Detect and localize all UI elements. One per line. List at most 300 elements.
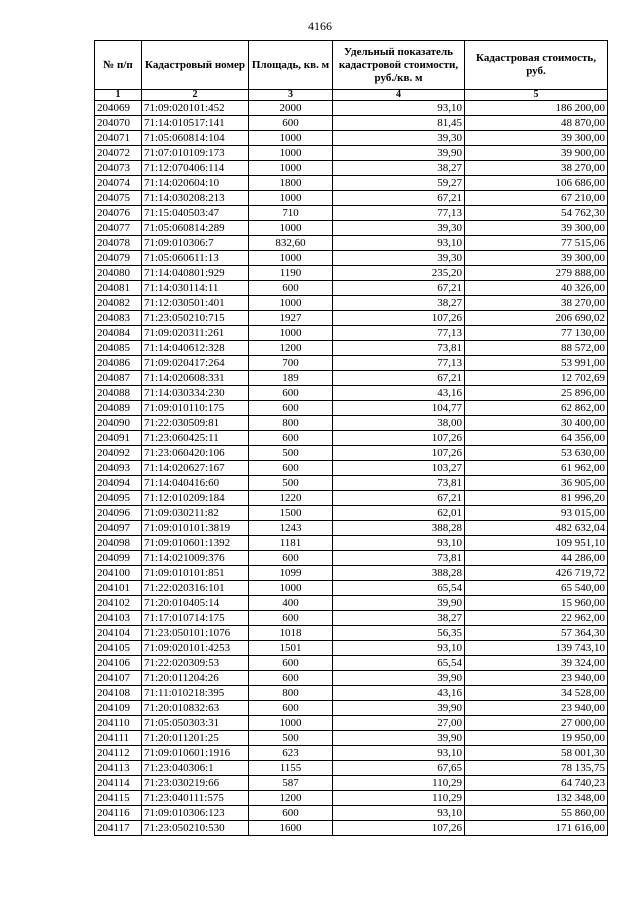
unit-rate-value: 62,01 (333, 506, 465, 521)
row-index: 204105 (95, 641, 142, 656)
unit-rate-value: 39,90 (333, 596, 465, 611)
cadastral-number: 71:23:060420:106 (142, 446, 249, 461)
table-row (95, 101, 608, 116)
unit-rate-value: 67,21 (333, 371, 465, 386)
row-index: 204079 (95, 251, 142, 266)
cadastral-cost-value: 30 400,00 (465, 416, 608, 431)
header-index: № п/п (95, 41, 142, 90)
table-row (95, 521, 608, 536)
unit-rate-value: 38,00 (333, 416, 465, 431)
table-row (95, 251, 608, 266)
table-row (95, 281, 608, 296)
unit-rate-value: 39,90 (333, 671, 465, 686)
area-value: 1500 (249, 506, 333, 521)
table-row (95, 761, 608, 776)
cadastral-cost-value: 64 356,00 (465, 431, 608, 446)
area-value: 1800 (249, 176, 333, 191)
cadastral-cost-value: 39 324,00 (465, 656, 608, 671)
table-row (95, 686, 608, 701)
row-index: 204088 (95, 386, 142, 401)
table-row (95, 806, 608, 821)
row-index: 204095 (95, 491, 142, 506)
cadastral-cost-value: 61 962,00 (465, 461, 608, 476)
table-row (95, 341, 608, 356)
cadastral-number: 71:23:050210:715 (142, 311, 249, 326)
cadastral-cost-value: 44 286,00 (465, 551, 608, 566)
row-index: 204081 (95, 281, 142, 296)
cadastral-cost-value: 279 888,00 (465, 266, 608, 281)
table-row (95, 221, 608, 236)
area-value: 1220 (249, 491, 333, 506)
table-row (95, 371, 608, 386)
cadastral-number: 71:09:010110:175 (142, 401, 249, 416)
header-cadastral-number: Кадастровый номер (142, 41, 249, 90)
table-row (95, 416, 608, 431)
area-value: 587 (249, 776, 333, 791)
cadastral-cost-value: 38 270,00 (465, 161, 608, 176)
cadastral-number: 71:07:010109:173 (142, 146, 249, 161)
cadastral-number: 71:05:060814:289 (142, 221, 249, 236)
unit-rate-value: 93,10 (333, 806, 465, 821)
area-value: 1000 (249, 131, 333, 146)
cadastral-number: 71:20:010832:63 (142, 701, 249, 716)
cadastral-number: 71:23:040306:1 (142, 761, 249, 776)
area-value: 500 (249, 476, 333, 491)
row-index: 204117 (95, 821, 142, 836)
row-index: 204100 (95, 566, 142, 581)
area-value: 1501 (249, 641, 333, 656)
cadastral-cost-value: 40 326,00 (465, 281, 608, 296)
area-value: 1155 (249, 761, 333, 776)
unit-rate-value: 110,29 (333, 791, 465, 806)
table-row (95, 446, 608, 461)
cadastral-cost-value: 109 951,10 (465, 536, 608, 551)
unit-rate-value: 93,10 (333, 101, 465, 116)
table-row (95, 641, 608, 656)
unit-rate-value: 59,27 (333, 176, 465, 191)
area-value: 1000 (249, 326, 333, 341)
table-row (95, 236, 608, 251)
row-index: 204094 (95, 476, 142, 491)
row-index: 204084 (95, 326, 142, 341)
cadastral-cost-value: 64 740,23 (465, 776, 608, 791)
row-index: 204097 (95, 521, 142, 536)
row-index: 204070 (95, 116, 142, 131)
row-index: 204107 (95, 671, 142, 686)
table-row (95, 206, 608, 221)
area-value: 600 (249, 656, 333, 671)
unit-rate-value: 107,26 (333, 431, 465, 446)
cadastral-cost-value: 77 515,06 (465, 236, 608, 251)
cadastral-cost-value: 12 702,69 (465, 371, 608, 386)
cadastral-cost-value: 106 686,00 (465, 176, 608, 191)
area-value: 500 (249, 731, 333, 746)
cadastral-cost-value: 65 540,00 (465, 581, 608, 596)
area-value: 1000 (249, 296, 333, 311)
cadastral-number: 71:23:050101:1076 (142, 626, 249, 641)
row-index: 204072 (95, 146, 142, 161)
cadastral-number: 71:09:010101:851 (142, 566, 249, 581)
area-value: 600 (249, 461, 333, 476)
cadastral-cost-value: 48 870,00 (465, 116, 608, 131)
row-index: 204098 (95, 536, 142, 551)
cadastral-cost-value: 62 862,00 (465, 401, 608, 416)
cadastral-number: 71:14:040416:60 (142, 476, 249, 491)
table-row (95, 791, 608, 806)
area-value: 600 (249, 551, 333, 566)
table-row (95, 746, 608, 761)
table-row (95, 296, 608, 311)
table-row (95, 716, 608, 731)
cadastral-number: 71:12:010209:184 (142, 491, 249, 506)
unit-rate-value: 73,81 (333, 551, 465, 566)
table-row (95, 191, 608, 206)
cadastral-cost-value: 186 200,00 (465, 101, 608, 116)
cadastral-cost-value: 132 348,00 (465, 791, 608, 806)
table-row (95, 161, 608, 176)
cadastral-number: 71:14:020604:10 (142, 176, 249, 191)
area-value: 600 (249, 401, 333, 416)
area-value: 1018 (249, 626, 333, 641)
unit-rate-value: 388,28 (333, 566, 465, 581)
table-row (95, 776, 608, 791)
row-index: 204091 (95, 431, 142, 446)
area-value: 800 (249, 686, 333, 701)
cadastral-cost-value: 206 690,02 (465, 311, 608, 326)
unit-rate-value: 235,20 (333, 266, 465, 281)
page-number: 4166 (308, 19, 332, 33)
row-index: 204077 (95, 221, 142, 236)
cadastral-number: 71:09:020311:261 (142, 326, 249, 341)
row-index: 204089 (95, 401, 142, 416)
unit-rate-value: 107,26 (333, 311, 465, 326)
area-value: 500 (249, 446, 333, 461)
area-value: 600 (249, 806, 333, 821)
table-row (95, 821, 608, 836)
area-value: 600 (249, 281, 333, 296)
table-row (95, 476, 608, 491)
row-index: 204101 (95, 581, 142, 596)
row-index: 204108 (95, 686, 142, 701)
row-index: 204115 (95, 791, 142, 806)
area-value: 1000 (249, 581, 333, 596)
area-value: 2000 (249, 101, 333, 116)
cadastral-number: 71:12:030501:401 (142, 296, 249, 311)
cadastral-cost-value: 39 300,00 (465, 131, 608, 146)
cadastral-number: 71:14:021009:376 (142, 551, 249, 566)
table-row (95, 131, 608, 146)
row-index: 204074 (95, 176, 142, 191)
row-index: 204080 (95, 266, 142, 281)
cadastral-number: 71:14:040612:328 (142, 341, 249, 356)
cadastral-cost-value: 53 630,00 (465, 446, 608, 461)
cadastral-number: 71:17:010714:175 (142, 611, 249, 626)
area-value: 1000 (249, 221, 333, 236)
unit-rate-value: 39,90 (333, 701, 465, 716)
unit-rate-value: 27,00 (333, 716, 465, 731)
unit-rate-value: 77,13 (333, 206, 465, 221)
cadastral-number: 71:22:030509:81 (142, 416, 249, 431)
area-value: 1190 (249, 266, 333, 281)
cadastral-number: 71:09:010601:1392 (142, 536, 249, 551)
row-index: 204103 (95, 611, 142, 626)
unit-rate-value: 43,16 (333, 686, 465, 701)
cadastral-number: 71:09:010306:7 (142, 236, 249, 251)
cadastral-cost-value: 22 962,00 (465, 611, 608, 626)
cadastral-cost-value: 57 364,30 (465, 626, 608, 641)
cadastral-number: 71:12:070406:114 (142, 161, 249, 176)
table-row (95, 491, 608, 506)
area-value: 1927 (249, 311, 333, 326)
cadastral-cost-value: 23 940,00 (465, 701, 608, 716)
unit-rate-value: 38,27 (333, 161, 465, 176)
row-index: 204082 (95, 296, 142, 311)
row-index: 204109 (95, 701, 142, 716)
area-value: 1000 (249, 716, 333, 731)
cadastral-number: 71:14:030208:213 (142, 191, 249, 206)
table-row (95, 146, 608, 161)
cadastral-cost-value: 482 632,04 (465, 521, 608, 536)
row-index: 204110 (95, 716, 142, 731)
unit-rate-value: 56,35 (333, 626, 465, 641)
unit-rate-value: 38,27 (333, 296, 465, 311)
area-value: 832,60 (249, 236, 333, 251)
cadastral-number: 71:20:011204:26 (142, 671, 249, 686)
table-row (95, 266, 608, 281)
cadastral-cost-value: 39 900,00 (465, 146, 608, 161)
table-row (95, 401, 608, 416)
row-index: 204078 (95, 236, 142, 251)
cadastral-cost-value: 54 762,30 (465, 206, 608, 221)
row-index: 204075 (95, 191, 142, 206)
cadastral-number: 71:23:060425:11 (142, 431, 249, 446)
area-value: 600 (249, 431, 333, 446)
area-value: 623 (249, 746, 333, 761)
cadastral-number: 71:14:040801:929 (142, 266, 249, 281)
unit-rate-value: 39,90 (333, 146, 465, 161)
row-index: 204071 (95, 131, 142, 146)
cadastral-cost-value: 15 960,00 (465, 596, 608, 611)
row-index: 204092 (95, 446, 142, 461)
cadastral-number: 71:09:020101:4253 (142, 641, 249, 656)
table-row (95, 731, 608, 746)
unit-rate-value: 73,81 (333, 476, 465, 491)
unit-rate-value: 93,10 (333, 236, 465, 251)
table-row (95, 386, 608, 401)
cadastral-number: 71:14:030334:230 (142, 386, 249, 401)
area-value: 1181 (249, 536, 333, 551)
header-area: Площадь, кв. м (249, 41, 333, 90)
row-index: 204116 (95, 806, 142, 821)
table-row (95, 671, 608, 686)
cadastral-cost-value: 88 572,00 (465, 341, 608, 356)
row-index: 204096 (95, 506, 142, 521)
cadastral-cost-value: 25 896,00 (465, 386, 608, 401)
cadastral-number: 71:09:030211:82 (142, 506, 249, 521)
area-value: 1000 (249, 161, 333, 176)
area-value: 400 (249, 596, 333, 611)
cadastral-number: 71:09:010601:1916 (142, 746, 249, 761)
cadastral-number: 71:09:010306:123 (142, 806, 249, 821)
unit-rate-value: 93,10 (333, 536, 465, 551)
unit-rate-value: 67,21 (333, 491, 465, 506)
area-value: 1600 (249, 821, 333, 836)
row-index: 204104 (95, 626, 142, 641)
unit-rate-value: 93,10 (333, 746, 465, 761)
unit-rate-value: 110,29 (333, 776, 465, 791)
cadastral-cost-value: 19 950,00 (465, 731, 608, 746)
table-row (95, 596, 608, 611)
table-row (95, 431, 608, 446)
table-row (95, 326, 608, 341)
table-body (95, 101, 608, 836)
table-row (95, 116, 608, 131)
area-value: 1200 (249, 791, 333, 806)
cadastral-cost-value: 78 135,75 (465, 761, 608, 776)
cadastral-number: 71:22:020309:53 (142, 656, 249, 671)
area-value: 600 (249, 386, 333, 401)
cadastral-cost-value: 34 528,00 (465, 686, 608, 701)
area-value: 800 (249, 416, 333, 431)
unit-rate-value: 39,30 (333, 131, 465, 146)
unit-rate-value: 103,27 (333, 461, 465, 476)
area-value: 1000 (249, 146, 333, 161)
header-unit-rate: Удельный показатель кадастровой стоимости, руб./кв. м (333, 41, 465, 90)
area-value: 1243 (249, 521, 333, 536)
row-index: 204102 (95, 596, 142, 611)
unit-rate-value: 65,54 (333, 656, 465, 671)
cadastral-cost-value: 171 616,00 (465, 821, 608, 836)
cadastral-number: 71:14:010517:141 (142, 116, 249, 131)
cadastral-cost-value: 23 940,00 (465, 671, 608, 686)
row-index: 204086 (95, 356, 142, 371)
table-row (95, 536, 608, 551)
cadastral-cost-value: 67 210,00 (465, 191, 608, 206)
cadastral-cost-value: 139 743,10 (465, 641, 608, 656)
area-value: 600 (249, 116, 333, 131)
cadastral-number: 71:22:020316:101 (142, 581, 249, 596)
area-value: 710 (249, 206, 333, 221)
cadastral-number: 71:05:060814:104 (142, 131, 249, 146)
area-value: 600 (249, 611, 333, 626)
table-row (95, 176, 608, 191)
area-value: 1000 (249, 251, 333, 266)
header-row (95, 41, 608, 90)
area-value: 700 (249, 356, 333, 371)
column-number-row (95, 90, 608, 101)
cadastral-cost-value: 27 000,00 (465, 716, 608, 731)
table-row (95, 566, 608, 581)
unit-rate-value: 43,16 (333, 386, 465, 401)
row-index: 204087 (95, 371, 142, 386)
area-value: 1200 (249, 341, 333, 356)
row-index: 204073 (95, 161, 142, 176)
row-index: 204085 (95, 341, 142, 356)
table-row (95, 506, 608, 521)
row-index: 204111 (95, 731, 142, 746)
cadastral-cost-value: 81 996,20 (465, 491, 608, 506)
unit-rate-value: 39,30 (333, 251, 465, 266)
unit-rate-value: 81,45 (333, 116, 465, 131)
cadastral-number: 71:23:030219:66 (142, 776, 249, 791)
cadastral-cost-value: 53 991,00 (465, 356, 608, 371)
cadastral-cost-value: 39 300,00 (465, 251, 608, 266)
cadastral-cost-value: 58 001,30 (465, 746, 608, 761)
cadastral-cost-value: 39 300,00 (465, 221, 608, 236)
unit-rate-value: 39,30 (333, 221, 465, 236)
unit-rate-value: 65,54 (333, 581, 465, 596)
table-header (95, 41, 608, 101)
unit-rate-value: 107,26 (333, 446, 465, 461)
unit-rate-value: 67,65 (333, 761, 465, 776)
area-value: 1000 (249, 191, 333, 206)
table-row (95, 656, 608, 671)
unit-rate-value: 67,21 (333, 281, 465, 296)
column-number: 5 (465, 90, 608, 101)
area-value: 189 (249, 371, 333, 386)
unit-rate-value: 104,77 (333, 401, 465, 416)
cadastral-number: 71:20:010405:14 (142, 596, 249, 611)
table-row (95, 311, 608, 326)
cadastral-cost-value: 38 270,00 (465, 296, 608, 311)
cadastral-number: 71:15:040503:47 (142, 206, 249, 221)
row-index: 204069 (95, 101, 142, 116)
area-value: 600 (249, 701, 333, 716)
unit-rate-value: 39,90 (333, 731, 465, 746)
header-cadastral-cost: Кадастровая стоимость, руб. (465, 41, 608, 90)
unit-rate-value: 67,21 (333, 191, 465, 206)
row-index: 204076 (95, 206, 142, 221)
row-index: 204093 (95, 461, 142, 476)
table-row (95, 611, 608, 626)
cadastral-number: 71:05:060611:13 (142, 251, 249, 266)
cadastral-number: 71:09:010101:3819 (142, 521, 249, 536)
cadastral-cost-value: 77 130,00 (465, 326, 608, 341)
cadastral-number: 71:09:020417:264 (142, 356, 249, 371)
column-number: 1 (95, 90, 142, 101)
cadastral-value-table (94, 40, 608, 836)
table-row (95, 581, 608, 596)
unit-rate-value: 388,28 (333, 521, 465, 536)
row-index: 204113 (95, 761, 142, 776)
table-row (95, 701, 608, 716)
unit-rate-value: 77,13 (333, 326, 465, 341)
column-number: 4 (333, 90, 465, 101)
cadastral-number: 71:11:010218:395 (142, 686, 249, 701)
cadastral-cost-value: 55 860,00 (465, 806, 608, 821)
table-row (95, 461, 608, 476)
row-index: 204114 (95, 776, 142, 791)
row-index: 204106 (95, 656, 142, 671)
cadastral-number: 71:23:050210:530 (142, 821, 249, 836)
cadastral-number: 71:05:050303:31 (142, 716, 249, 731)
cadastral-number: 71:14:030114:11 (142, 281, 249, 296)
cadastral-number: 71:14:020627:167 (142, 461, 249, 476)
unit-rate-value: 93,10 (333, 641, 465, 656)
cadastral-cost-value: 93 015,00 (465, 506, 608, 521)
row-index: 204099 (95, 551, 142, 566)
unit-rate-value: 38,27 (333, 611, 465, 626)
row-index: 204112 (95, 746, 142, 761)
unit-rate-value: 107,26 (333, 821, 465, 836)
cadastral-number: 71:23:040111:575 (142, 791, 249, 806)
table-row (95, 551, 608, 566)
column-number: 3 (249, 90, 333, 101)
area-value: 1099 (249, 566, 333, 581)
row-index: 204083 (95, 311, 142, 326)
row-index: 204090 (95, 416, 142, 431)
cadastral-number: 71:14:020608:331 (142, 371, 249, 386)
